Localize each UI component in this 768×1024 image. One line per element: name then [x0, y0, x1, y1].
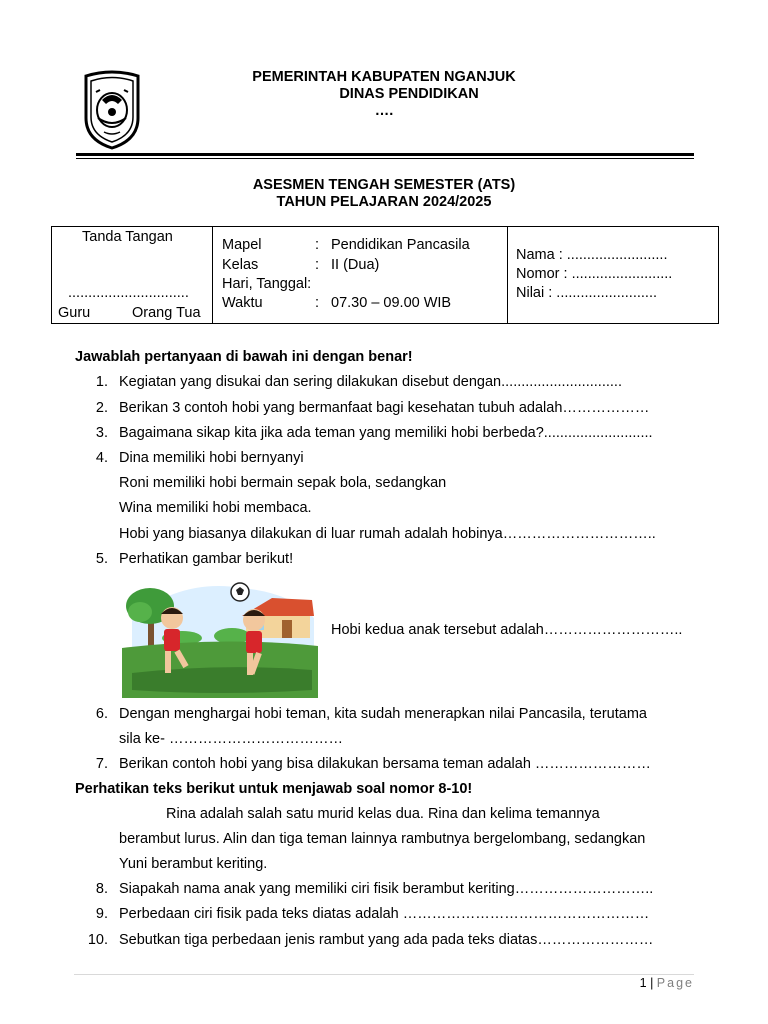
- exam-info-table: [51, 226, 719, 324]
- passage-line-3: Yuni berambut keriting.: [119, 856, 268, 872]
- question-6-text: Dengan menghargai hobi teman, kita sudah menerapkan nilai Pancasila, terutama: [119, 706, 647, 722]
- time-colon: :: [315, 295, 320, 311]
- academic-year: TAHUN PELAJARAN 2024/2025: [276, 194, 492, 210]
- signature-label: Tanda Tangan: [82, 229, 173, 245]
- page-label: Page: [656, 976, 694, 990]
- student-number-field: Nomor : .........................: [516, 266, 673, 282]
- question-4-line-3: Wina memiliki hobi membaca.: [119, 500, 312, 516]
- subject-label: Mapel: [222, 237, 262, 253]
- page-separator: |: [646, 976, 657, 990]
- question-7-text: Berikan contoh hobi yang bisa dilakukan bersama teman adalah ……………………: [119, 756, 651, 772]
- parent-label: Orang Tua: [132, 305, 201, 321]
- regency-emblem-logo: [80, 70, 144, 150]
- question-4-number: 4.: [95, 450, 108, 466]
- question-2-number: 2.: [95, 400, 108, 416]
- teacher-label: Guru: [58, 305, 91, 321]
- passage-line-1: Rina adalah salah satu murid kelas dua. Rina dan kelima temannya: [166, 806, 600, 822]
- question-6-number: 6.: [95, 706, 108, 722]
- time-value: 07.30 – 09.00 WIB: [331, 295, 452, 311]
- class-colon: :: [315, 257, 320, 273]
- question-2-text: Berikan 3 contoh hobi yang bermanfaat bagi kesehatan tubuh adalah………………: [119, 400, 650, 416]
- subject-value: Pendidikan Pancasila: [331, 237, 470, 253]
- question-1-number: 1.: [95, 374, 108, 390]
- exam-title: ASESMEN TENGAH SEMESTER (ATS): [252, 177, 516, 193]
- question-9-number: 9.: [95, 906, 108, 922]
- student-score-field: Nilai : .........................: [516, 285, 657, 301]
- question-8-number: 8.: [95, 881, 108, 897]
- question-5-text: Perhatikan gambar berikut!: [119, 551, 294, 567]
- signature-line: ..............................: [68, 285, 189, 301]
- question-7-number: 7.: [95, 756, 108, 772]
- question-5-number: 5.: [95, 551, 108, 567]
- date-label: Hari, Tanggal:: [222, 276, 312, 292]
- passage-line-2: berambut lurus. Alin dan tiga teman lainnya rambutnya bergelombang, sedangkan: [119, 831, 646, 847]
- subject-colon: :: [315, 237, 320, 253]
- question-6-line-2: sila ke- ………………………………: [119, 731, 343, 747]
- question-4-text: Dina memiliki hobi bernyanyi: [119, 450, 304, 466]
- question-4-line-4: Hobi yang biasanya dilakukan di luar rumah adalah hobinya…………………………..: [119, 526, 656, 542]
- question-3-number: 3.: [95, 425, 108, 441]
- page-number-value: 1: [639, 976, 647, 990]
- question-1-text: Kegiatan yang disukai dan sering dilakukan disebut dengan..............................: [119, 374, 622, 390]
- question-9-text: Perbedaan ciri fisik pada teks diatas adalah ……………………………………………: [119, 906, 650, 922]
- question-8-text: Siapakah nama anak yang memiliki ciri fisik berambut keriting………………………..: [119, 881, 654, 897]
- question-10-text: Sebutkan tiga perbedaan jenis rambut yang ada pada teks diatas……………………: [119, 932, 654, 948]
- passage-instruction: Perhatikan teks berikut untuk menjawab soal nomor 8-10!: [75, 781, 473, 797]
- government-name: PEMERINTAH KABUPATEN NGANJUK: [252, 69, 516, 85]
- class-value: II (Dua): [331, 257, 380, 273]
- header-address: ….: [374, 103, 394, 119]
- question-10-number: 10.: [87, 932, 108, 948]
- time-label: Waktu: [222, 295, 263, 311]
- children-playing-football-illustration: [122, 578, 318, 698]
- page-number: [640, 976, 694, 990]
- department-name: DINAS PENDIDIKAN: [339, 86, 479, 102]
- question-5-answer-line: Hobi kedua anak tersebut adalah………………………..: [331, 622, 683, 638]
- class-label: Kelas: [222, 257, 259, 273]
- question-4-line-2: Roni memiliki hobi bermain sepak bola, sedangkan: [119, 475, 447, 491]
- instruction: Jawablah pertanyaan di bawah ini dengan benar!: [75, 349, 413, 365]
- header-rule-thin: [76, 158, 694, 159]
- student-cell: [508, 227, 719, 324]
- signature-cell: [52, 227, 213, 324]
- student-name-field: Nama : .........................: [516, 247, 668, 263]
- subject-cell: [213, 227, 508, 324]
- footer-rule: [74, 974, 694, 975]
- question-3-text: Bagaimana sikap kita jika ada teman yang memiliki hobi berbeda?...........................: [119, 425, 653, 441]
- header-rule-thick: [76, 153, 694, 156]
